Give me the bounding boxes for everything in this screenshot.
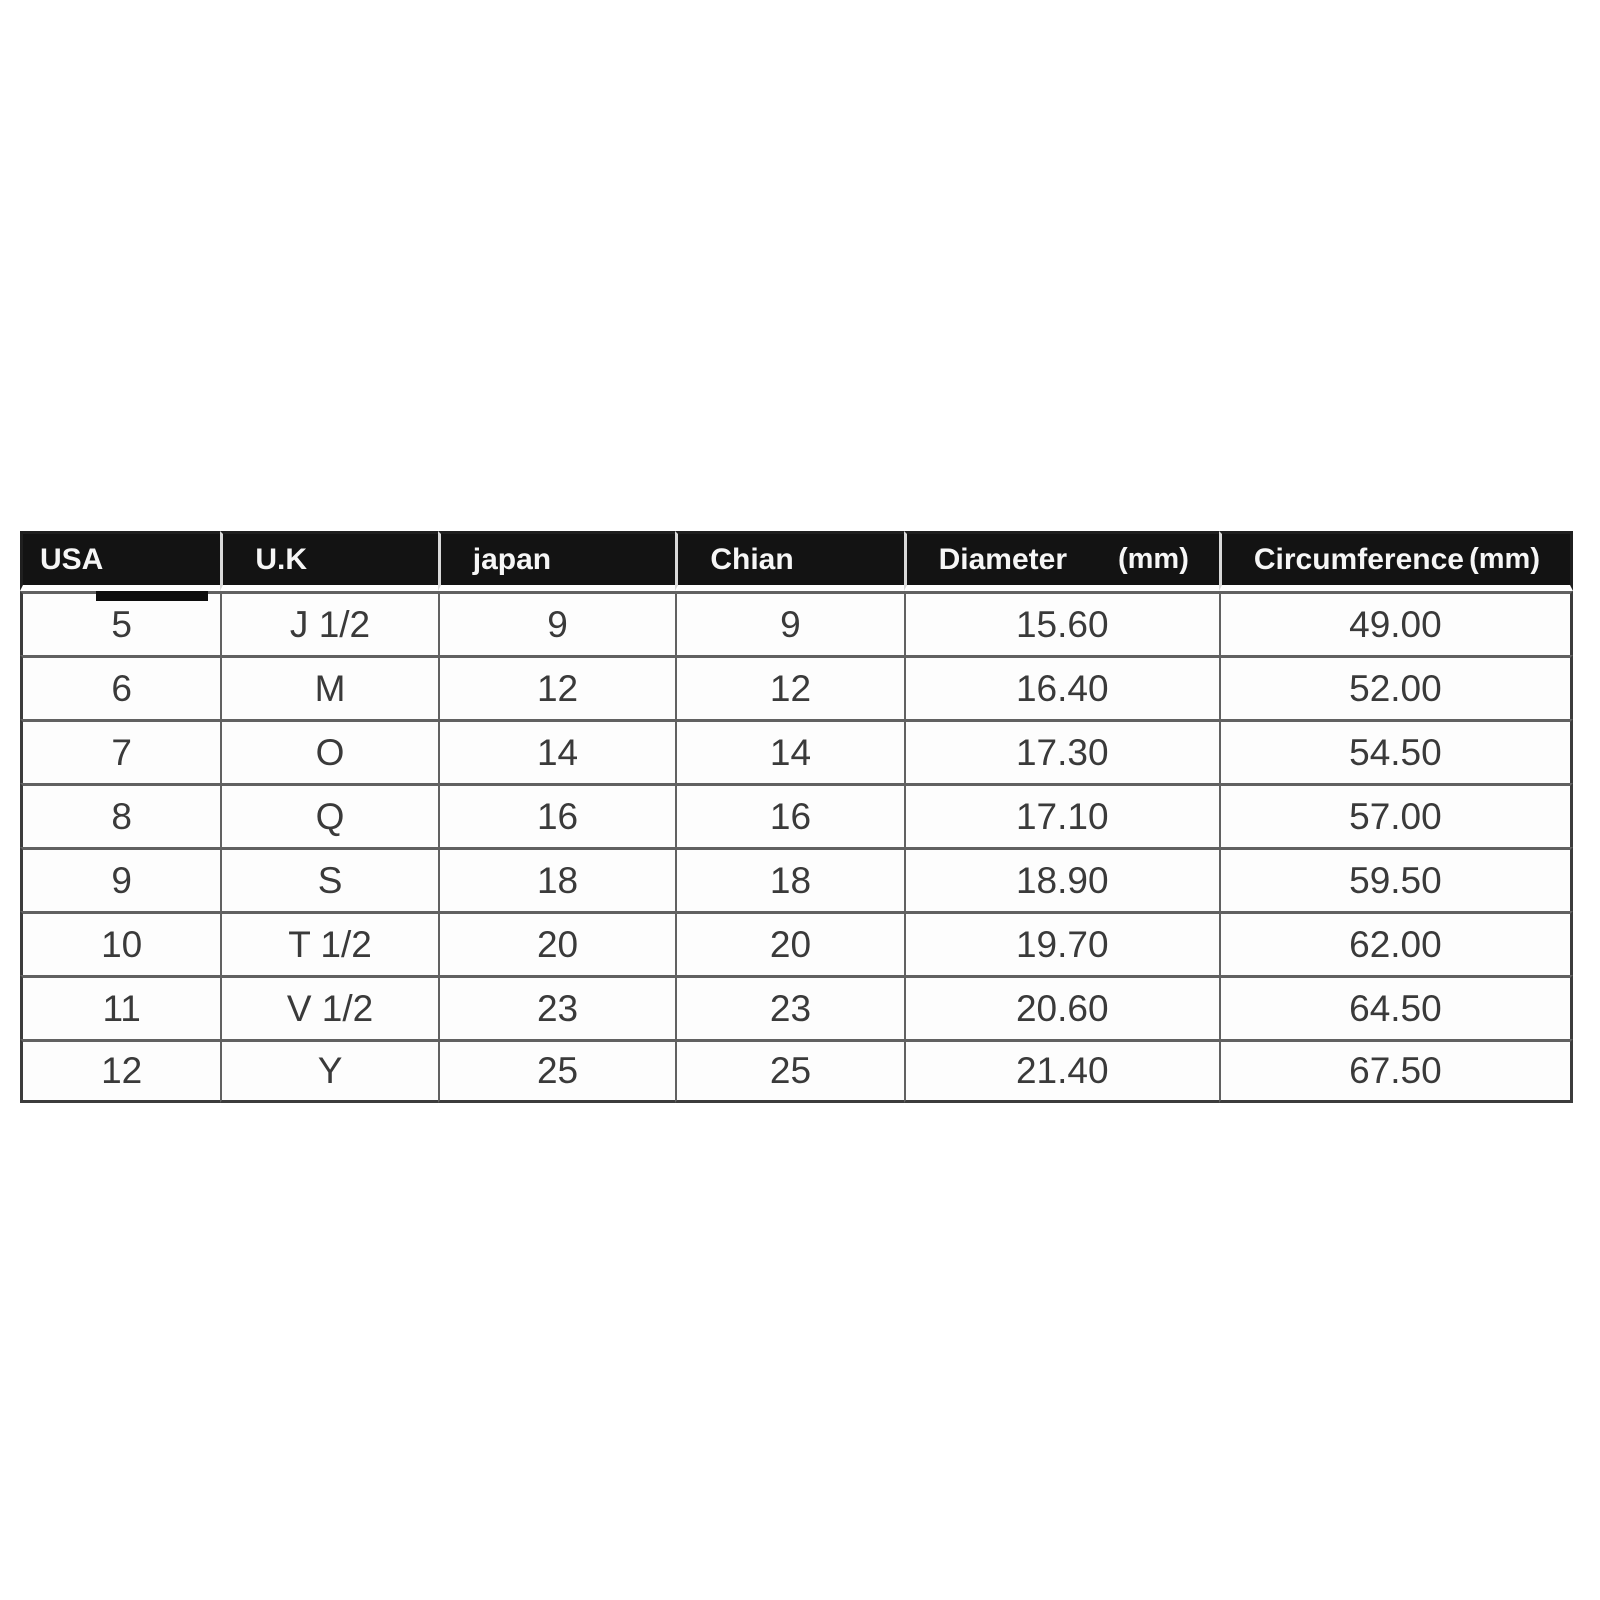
column-header-chian [675,531,903,591]
cell-japan: 25 [438,1039,676,1103]
column-label: japan [472,542,552,576]
cell-u-k: T 1/2 [220,911,437,975]
cell-japan: 14 [438,719,676,783]
column-label: Chian [710,542,794,576]
cell-usa: 11 [20,975,220,1039]
table-row [20,975,1573,1039]
column-label: Diameter [938,542,1068,576]
cell-usa: 6 [20,655,220,719]
column-header-circumference [1219,531,1573,591]
cell-u-k: M [220,655,437,719]
cell-usa: 10 [20,911,220,975]
cell-u-k: Y [220,1039,437,1103]
table-row [20,591,1573,655]
cell-circumference: 49.00 [1219,591,1573,655]
header-underline-artifact [96,591,208,601]
cell-chian: 18 [675,847,903,911]
cell-japan: 20 [438,911,676,975]
cell-diameter: 20.60 [904,975,1219,1039]
column-header-usa [20,531,220,591]
cell-u-k: Q [220,783,437,847]
cell-usa: 9 [20,847,220,911]
cell-japan: 18 [438,847,676,911]
cell-japan: 12 [438,655,676,719]
cell-chian: 25 [675,1039,903,1103]
cell-circumference: 62.00 [1219,911,1573,975]
cell-circumference: 67.50 [1219,1039,1573,1103]
cell-circumference: 59.50 [1219,847,1573,911]
ring-size-conversion-table [20,531,1573,1103]
column-label: Circumference [1253,542,1464,576]
table-row [20,783,1573,847]
cell-diameter: 18.90 [904,847,1219,911]
table-row [20,847,1573,911]
cell-diameter: 17.10 [904,783,1219,847]
cell-u-k: S [220,847,437,911]
column-label: USA [40,542,104,576]
table-row [20,655,1573,719]
cell-diameter: 19.70 [904,911,1219,975]
cell-japan: 9 [438,591,676,655]
cell-chian: 9 [675,591,903,655]
cell-chian: 12 [675,655,903,719]
cell-circumference: 57.00 [1219,783,1573,847]
table-row [20,719,1573,783]
column-label: U.K [255,542,307,576]
table-row [20,1039,1573,1103]
cell-u-k: J 1/2 [220,591,437,655]
cell-usa: 5 [20,591,220,655]
cell-chian: 16 [675,783,903,847]
cell-u-k: V 1/2 [220,975,437,1039]
column-unit: (mm) [1469,543,1540,575]
column-header-u-k [220,531,437,591]
column-header-diameter [904,531,1219,591]
cell-diameter: 17.30 [904,719,1219,783]
header-row [20,531,1573,591]
cell-usa: 8 [20,783,220,847]
table-row [20,911,1573,975]
cell-circumference: 64.50 [1219,975,1573,1039]
cell-usa: 12 [20,1039,220,1103]
cell-u-k: O [220,719,437,783]
cell-usa: 7 [20,719,220,783]
table-body [20,591,1573,1103]
cell-chian: 23 [675,975,903,1039]
column-unit: (mm) [1117,543,1189,575]
cell-diameter: 15.60 [904,591,1219,655]
cell-diameter: 21.40 [904,1039,1219,1103]
cell-chian: 14 [675,719,903,783]
cell-japan: 23 [438,975,676,1039]
cell-japan: 16 [438,783,676,847]
cell-circumference: 52.00 [1219,655,1573,719]
cell-circumference: 54.50 [1219,719,1573,783]
column-header-japan [438,531,676,591]
cell-diameter: 16.40 [904,655,1219,719]
cell-chian: 20 [675,911,903,975]
